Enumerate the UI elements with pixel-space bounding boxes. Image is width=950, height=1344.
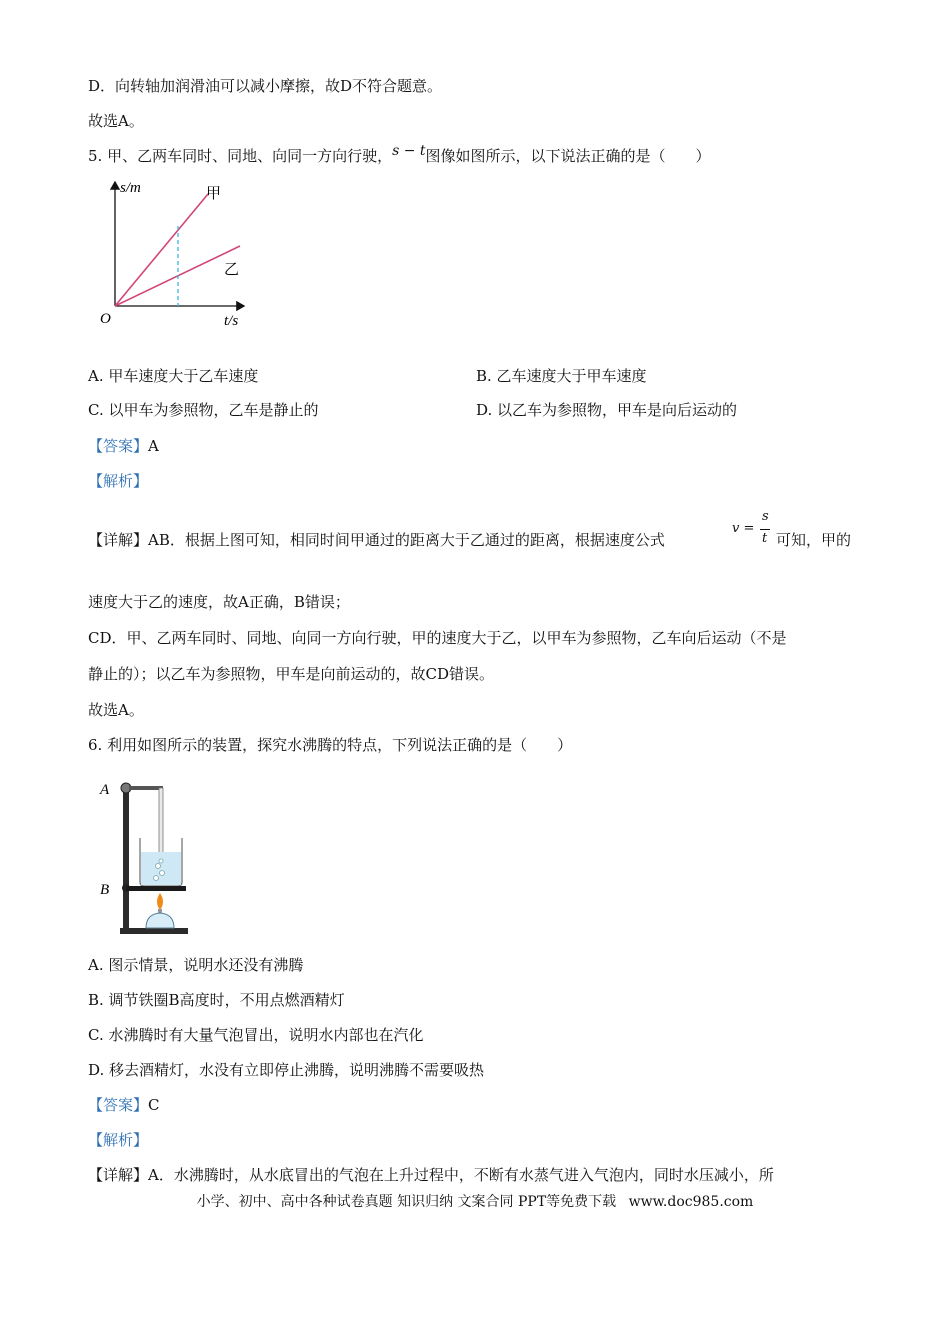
detail-line: CD．甲、乙两车同时、同地、向同一方向行驶，甲的速度大于乙，以甲车为参照物，乙车向后运动（不是 — [88, 629, 787, 647]
footer-text: 小学、初中、高中各种试卷真题 知识归纳 文案合同 PPT等免费下载 — [196, 1194, 617, 1210]
text-line: D．向转轴加润滑油可以减小摩擦，故D不符合题意。 — [88, 77, 443, 95]
bubble — [159, 859, 163, 863]
fraction-bar — [760, 529, 770, 530]
question-5-stem — [88, 143, 711, 167]
flame — [157, 893, 163, 910]
option-b: B. 乙车速度大于甲车速度 — [476, 367, 647, 385]
answer-label: 【答案】 — [88, 437, 149, 455]
x-axis-label: t/s — [224, 313, 239, 329]
detail-label: 【详解】 — [88, 1166, 149, 1184]
label-a: A — [100, 782, 110, 798]
option-a: A. 图示情景，说明水还没有沸腾 — [88, 956, 304, 974]
detail-line — [88, 1165, 774, 1185]
detail-line: 故选A。 — [88, 701, 144, 719]
detail-text: 可知，甲的 — [776, 531, 852, 549]
answer-line — [88, 436, 159, 456]
s-t-graph — [96, 174, 256, 334]
answer-value: C — [148, 1096, 160, 1114]
answer-label: 【答案】 — [88, 1096, 149, 1114]
stand-rod — [123, 784, 129, 930]
y-axis-label: s/m — [120, 180, 141, 196]
analysis-label: 【解析】 — [88, 472, 149, 490]
boiling-apparatus — [96, 770, 196, 940]
detail-text: AB．根据上图可知，相同时间甲通过的距离大于乙通过的距离，根据速度公式 — [148, 531, 665, 549]
clamp-arm — [129, 786, 163, 790]
detail-line: 静止的）；以乙车为参照物，甲车是向前运动的，故CD错误。 — [88, 665, 495, 683]
alcohol-lamp — [146, 913, 174, 928]
label-b: B — [100, 882, 110, 898]
analysis-label: 【解析】 — [88, 1131, 149, 1149]
option-c: C. 水沸腾时有大量气泡冒出，说明水内部也在汽化 — [88, 1026, 424, 1044]
stand-base — [120, 928, 188, 934]
option-d: D. 以乙车为参照物，甲车是向后运动的 — [476, 401, 738, 419]
option-d: D. 移去酒精灯，水没有立即停止沸腾，说明沸腾不需要吸热 — [88, 1061, 485, 1079]
answer-line — [88, 1095, 160, 1115]
question-text: 5. 甲、乙两车同时、同地、向同一方向行驶， — [88, 147, 393, 165]
option-b: B. 调节铁圈B高度时，不用点燃酒精灯 — [88, 991, 345, 1009]
water — [141, 852, 181, 885]
question-6-stem: 6. 利用如图所示的装置，探究水沸腾的特点，下列说法正确的是（ ） — [88, 736, 573, 754]
origin-label: O — [100, 311, 111, 327]
detail-line: 速度大于乙的速度，故A正确，B错误； — [88, 593, 350, 611]
bubble — [160, 871, 165, 876]
question-text: 图像如图所示，以下说法正确的是（ ） — [425, 147, 711, 165]
page-footer — [0, 1192, 950, 1212]
bubble — [154, 876, 159, 881]
yi-label: 乙 — [224, 262, 240, 278]
detail-line — [88, 530, 665, 550]
bubble — [156, 864, 161, 869]
jia-label: 甲 — [206, 186, 222, 202]
formula-s: s — [762, 509, 769, 524]
velocity-formula — [732, 509, 776, 553]
detail-text: A．水沸腾时，从水底冒出的气泡在上升过程中，不断有水蒸气进入气泡内，同时水压减小，所 — [148, 1166, 774, 1184]
iron-ring-b — [126, 886, 186, 891]
option-a: A. 甲车速度大于乙车速度 — [88, 367, 259, 385]
answer-value: A — [148, 437, 159, 455]
text-line: 故选A。 — [88, 112, 144, 130]
jia-line — [115, 194, 208, 306]
detail-label: 【详解】 — [88, 531, 149, 549]
formula-t: t — [762, 531, 768, 546]
footer-url[interactable]: www.doc985.com — [628, 1194, 754, 1210]
option-c: C. 以甲车为参照物，乙车是静止的 — [88, 401, 319, 419]
formula-v: v = — [732, 521, 755, 536]
s-t-symbol: s − t — [392, 143, 426, 159]
